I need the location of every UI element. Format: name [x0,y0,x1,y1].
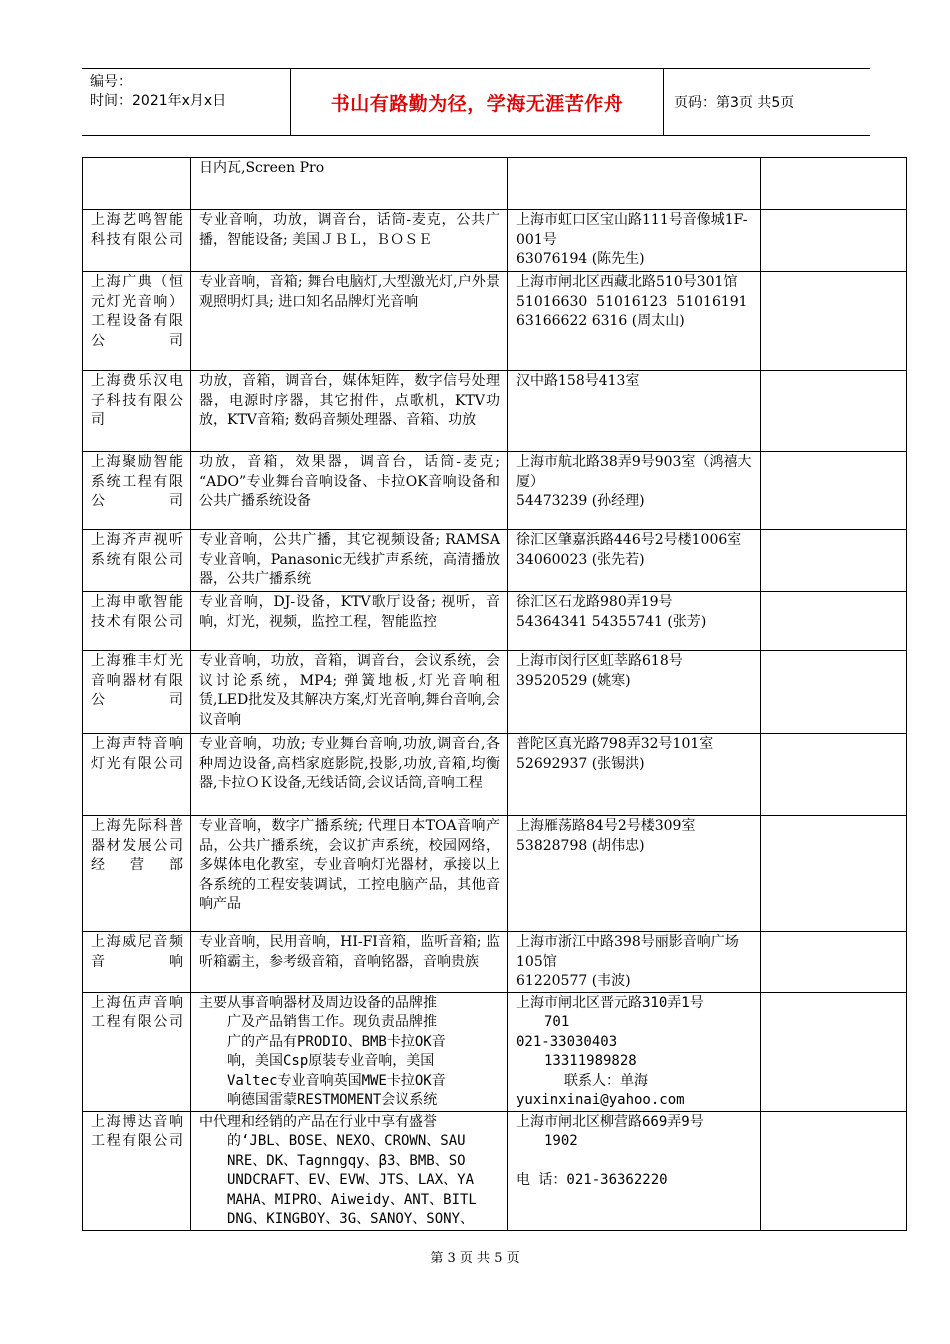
contact-text: 701 [544,1014,570,1030]
products-text: MAHA、MIPRO、Aiweidy、ANT、BITL [227,1191,477,1208]
note-cell [761,158,907,210]
products-text: 广及产品销售工作。现负责品牌推 [227,1014,437,1030]
company-name-cell [83,158,191,210]
products-cell [191,530,508,592]
company-name-cell [83,272,191,371]
contact-text: 39520529 (姚寒) [516,672,631,689]
note-cell [761,592,907,651]
company-table-body [83,158,907,1231]
contact-cell [508,592,761,651]
products-text: 功放，音箱，效果器，调音台，话筒-麦克; “ADO”专业舞台音响设备、卡拉OK音响设备和公共广播系统设备 [199,454,505,509]
company-name: 上海威尼音频音响 [91,934,183,970]
table-row [83,1111,907,1230]
contact-cell [508,1111,761,1230]
company-name: 上海申歌智能技术有限公司 [91,594,183,630]
products-text: 专业音响，功放; 专业舞台音响,功放,调音台,各种周边设备,高档家庭影院,投影,功放,音箱,均衡器,卡拉ＯＫ设备,无线话筒,会议话筒,音响工程 [199,736,500,791]
contact-text: 61220577 (韦波) [516,973,631,989]
products-text: 中代理和经销的产品在行业中享有盛誉 [199,1113,437,1130]
table-row [83,371,907,452]
contact-text: 34060023 (张先若) [516,551,645,568]
products-text: UNDCRAFT、EV、EVW、JTS、LAX、YA [227,1172,475,1188]
note-cell [761,371,907,452]
table-row [83,734,907,816]
contact-text: 徐汇区肇嘉浜路446号2号楼1006室 [516,532,742,548]
company-name-cell [83,210,191,272]
contact-cell [508,371,761,452]
company-name: 上海雅丰灯光音响器材有限公司 [91,653,183,708]
company-name: 上海艺鸣智能科技有限公司 [91,212,183,248]
products-cell [191,272,508,371]
products-cell [191,592,508,651]
table-row [83,932,907,993]
products-text: Valtec专业音响英国MWE卡拉OK音 [227,1072,446,1089]
products-text: 响德国雷蒙RESTMOMENT会议系统 [227,1092,438,1108]
company-name-cell [83,734,191,816]
products-cell [191,158,508,210]
products-text: 专业音响，DJ-设备，KTV歌厅设备; 视听，音响，灯光，视频，监控工程，智能监控 [199,594,500,630]
header-meta [82,69,291,135]
contact-cell [508,651,761,734]
products-text: 主要从事音响器材及周边设备的品牌推 [199,994,437,1011]
products-text: 专业音响，公共广播，其它视频设备; RAMSA专业音响，Panasonic无线扩声系统，高清播放器，公共广播系统 [199,532,500,587]
company-name: 上海先际科普器材发展公司经营部 [91,818,183,873]
table-row [83,158,907,210]
contact-cell [508,816,761,932]
products-text: 专业音响，功放，调音台，话筒-麦克，公共广播，智能设备; 美国ＪＢＬ，ＢＯＳＥ [199,212,500,248]
table-row [83,651,907,734]
note-cell [761,452,907,530]
company-name-cell [83,992,191,1111]
contact-text: 上海市虹口区宝山路111号音像城1F-001号 [516,212,748,248]
contact-text: 联系人：单海 [564,1072,648,1089]
contact-cell [508,932,761,993]
page-header [82,68,870,136]
contact-cell [508,272,761,371]
contact-cell [508,734,761,816]
products-cell [191,371,508,452]
document-number-label: 编号： [90,74,132,90]
contact-text: 54473239 (孙经理) [516,493,645,509]
contact-text: 53828798 (胡伟忠) [516,837,645,854]
contact-text: 63076194 (陈先生) [516,251,645,267]
contact-text: 电 话：021-36362220 [516,1172,668,1188]
contact-cell [508,210,761,272]
products-text: 专业音响，民用音响，HI-FI音箱，监听音箱; 监听箱霸主，参考级音箱，音响铭器，音响贵族 [199,934,500,970]
company-name-cell [83,1111,191,1230]
table-row [83,816,907,932]
products-cell [191,816,508,932]
contact-text: 上海市浙江中路398号丽影音响广场105馆 [516,934,739,970]
company-name: 上海齐声视听系统有限公司 [91,532,183,568]
products-cell [191,932,508,993]
contact-cell [508,452,761,530]
contact-text: 上海市闸北区西藏北路510号301馆 [516,274,738,290]
contact-text: yuxinxinai@yahoo.com [516,1092,685,1108]
products-text: 专业音响，数字广播系统; 代理日本TOA音响产品，公共广播系统，会议扩声系统，校园网络，多媒体电化教室，专业音响灯光器材，承接以上各系统的工程安装调试，工控电脑产品，其他音响产品 [199,818,500,912]
company-name: 上海广典（恒元灯光音响）工程设备有限公司 [91,274,183,349]
note-cell [761,272,907,371]
contact-text: 上海市航北路38弄9号903室（鸿禧大厦） [516,454,752,490]
table-row [83,210,907,272]
products-text: 的‘JBL、BOSE、NEXO、CROWN、SAU [227,1133,466,1149]
company-name: 上海声特音响灯光有限公司 [91,736,183,772]
note-cell [761,651,907,734]
company-name: 上海伍声音响工程有限公司 [91,994,183,1030]
contact-text: 52692937 (张锡洪) [516,755,645,772]
page-footer: 第 3 页 共 5 页 [430,1251,520,1266]
contact-text: 51016630 51016123 51016191 [516,293,748,310]
company-name-cell [83,932,191,993]
header-page-label: 页码：第3页 共5页 [674,95,795,111]
products-text: 日内瓦,Screen Pro [199,160,325,176]
company-table [82,157,907,1231]
document-time-label: 时间：2021年x月x日 [90,93,227,109]
products-text: 专业音响，功放，音箱，调音台，会议系统，会议讨论系统，MP4; 弹簧地板,灯光音响租赁,LED批发及其解决方案,灯光音响,舞台音响,会议音响 [199,653,500,728]
contact-text: 63166622 6316 (周太山) [516,313,685,329]
note-cell [761,530,907,592]
products-cell [191,992,508,1111]
table-row [83,452,907,530]
contact-cell [508,158,761,210]
table-row [83,992,907,1111]
products-text: 专业音响，音箱; 舞台电脑灯,大型激光灯,户外景观照明灯具; 进口知名品牌灯光音响 [199,274,500,310]
company-name-cell [83,530,191,592]
note-cell [761,210,907,272]
table-row [83,272,907,371]
contact-text [516,1152,753,1172]
contact-text: 021-33030403 [516,1033,618,1050]
products-cell [191,1111,508,1230]
products-cell [191,651,508,734]
company-name: 上海聚励智能系统工程有限公司 [91,454,183,509]
company-name-cell [83,592,191,651]
products-text: 功放，音箱，调音台，媒体矩阵，数字信号处理器，电源时序器，其它拊件，点歌机，KTV功放，KTV音箱; 数码音频处理器、音箱、功放 [199,373,500,428]
table-row [83,530,907,592]
note-cell [761,932,907,993]
contact-text: 1902 [544,1133,578,1149]
products-text: NRE、DK、Tagnngqy、β3、BMB、SO [227,1152,466,1169]
note-cell [761,992,907,1111]
table-row [83,592,907,651]
company-name: 上海费乐汉电子科技有限公司 [91,373,183,428]
contact-text: 上海雁荡路84号2号楼309室 [516,818,696,834]
products-cell [191,210,508,272]
contact-text: 普陀区真光路798弄32号101室 [516,736,714,752]
contact-text: 上海市闸北区晋元路310弄1号 [516,994,704,1011]
products-text: DNG、KINGBOY、3G、SANOY、SONY、 [227,1211,475,1227]
contact-text: 上海市闸北区柳营路669弄9号 [516,1113,704,1130]
company-name-cell [83,452,191,530]
contact-text: 徐汇区石龙路980弄19号 [516,594,673,610]
company-name-cell [83,816,191,932]
contact-text: 54364341 54355741 (张芳) [516,613,707,630]
products-text: 广的产品有PRODIO、BMB卡拉OK音 [227,1033,446,1050]
company-name: 上海博达音响工程有限公司 [91,1113,183,1149]
contact-cell [508,530,761,592]
products-cell [191,452,508,530]
company-name-cell [83,651,191,734]
header-motto: 书山有路勤为径，学海无涯苦作舟 [291,69,664,135]
note-cell [761,734,907,816]
company-name-cell [83,371,191,452]
contact-cell [508,992,761,1111]
contact-text: 汉中路158号413室 [516,373,640,389]
products-cell [191,734,508,816]
contact-text: 13311989828 [544,1053,637,1069]
note-cell [761,816,907,932]
note-cell [761,1111,907,1230]
products-text: 响，美国Csp原装专业音响，美国 [227,1053,435,1069]
contact-text: 上海市闵行区虹莘路618号 [516,653,683,669]
